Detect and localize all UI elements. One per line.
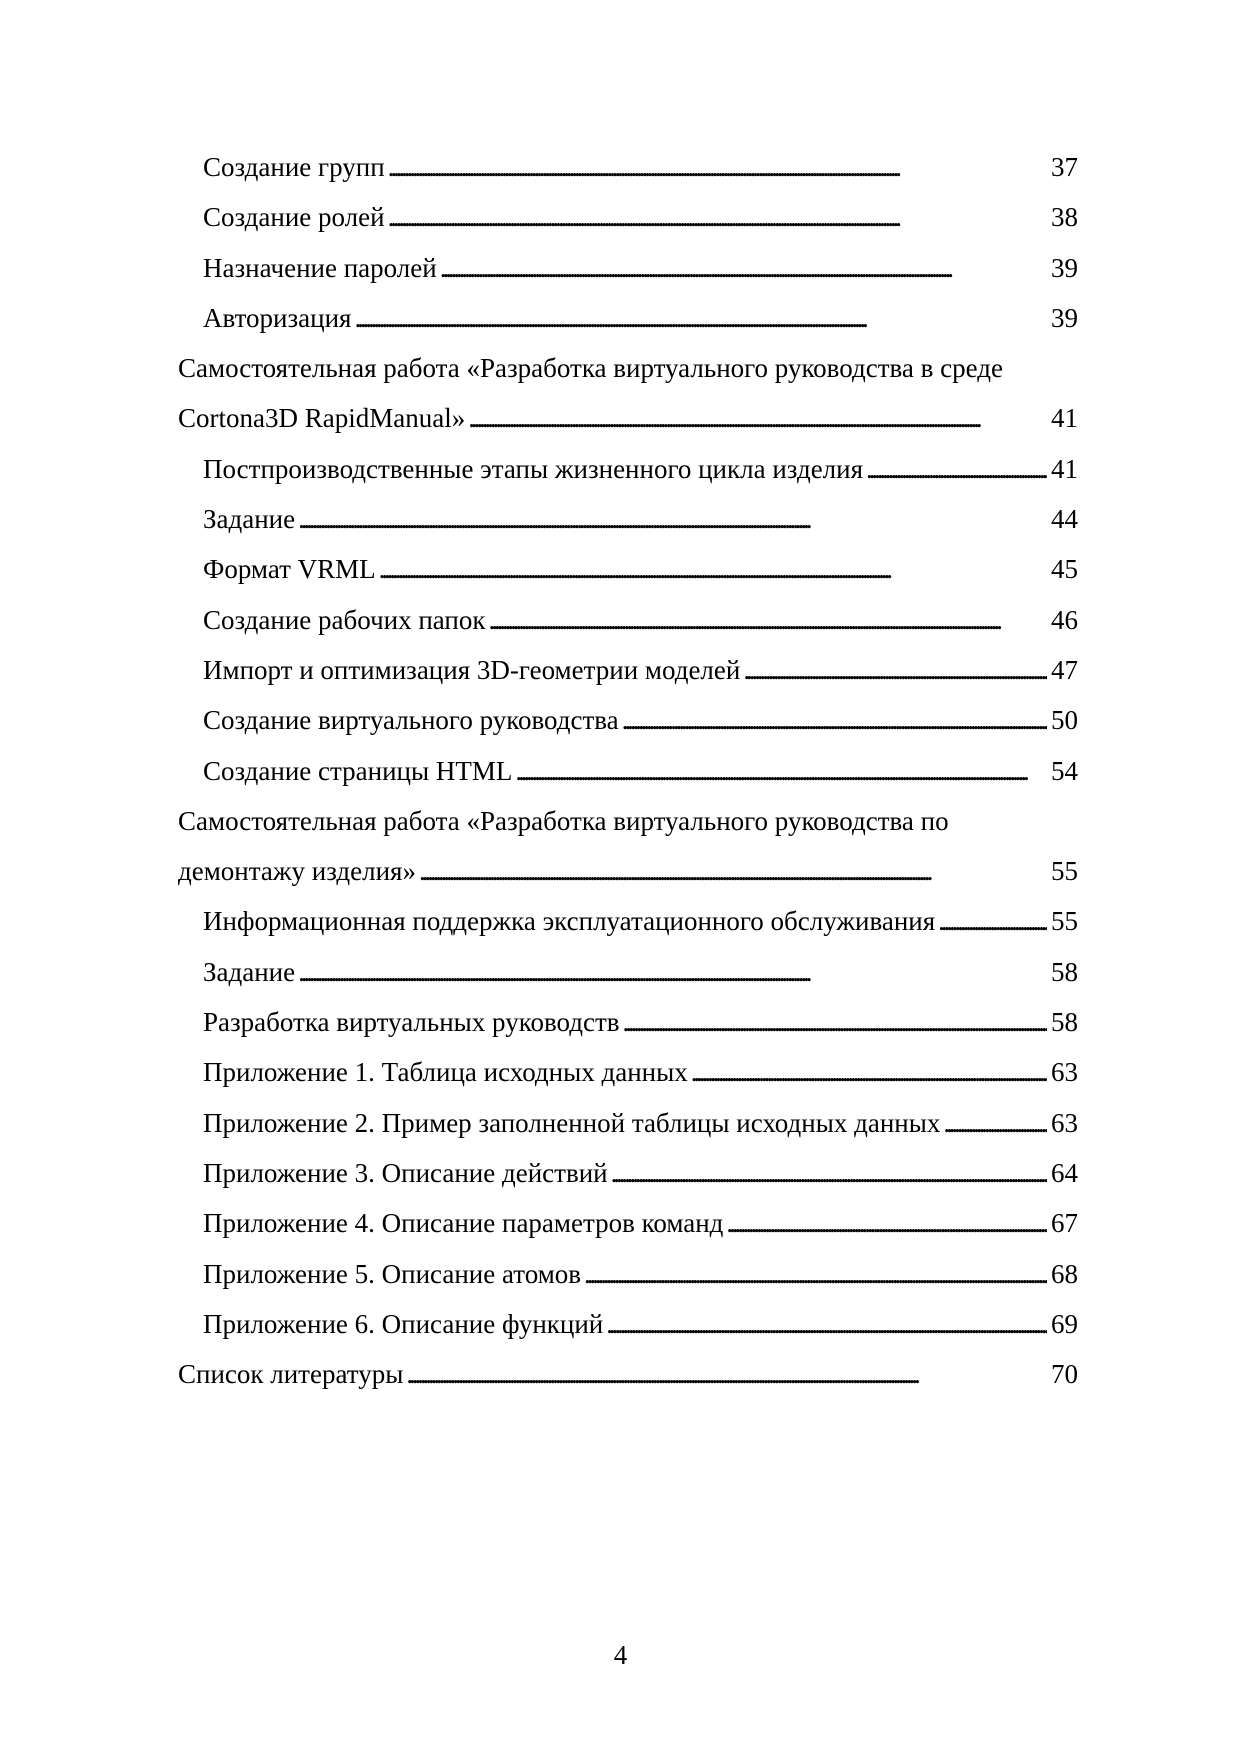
toc-entry-page: 63 [1051, 1107, 1078, 1138]
toc-entry-title: Разработка виртуальных руководств [203, 1007, 620, 1038]
toc-entry[interactable] [178, 746, 1078, 796]
dot-leader [388, 142, 1047, 192]
toc-entry-page: 70 [1051, 1359, 1078, 1390]
toc-entry-title-line-1: Самостоятельная работа «Разработка виртуального руководства по [178, 805, 949, 836]
toc-entry[interactable] [178, 444, 1078, 494]
dot-leader [743, 645, 1047, 695]
toc-entry[interactable] [178, 1098, 1078, 1148]
toc-entry[interactable] [178, 142, 1078, 192]
toc-entry-title: Создание ролей [203, 202, 385, 233]
toc-entry-title: Постпроизводственные этапы жизненного цикла изделия [203, 453, 864, 484]
toc-entry-page: 46 [1051, 604, 1078, 635]
toc-entry-page: 39 [1051, 252, 1078, 283]
toc-entry[interactable] [178, 544, 1078, 594]
dot-leader [622, 695, 1047, 745]
toc-entry-page: 39 [1051, 302, 1078, 333]
dot-leader [691, 1047, 1047, 1097]
toc-entry-title: Приложение 3. Описание действий [203, 1157, 608, 1188]
toc-entry[interactable] [178, 1047, 1078, 1097]
toc-entry[interactable] [178, 695, 1078, 745]
toc-entry[interactable] [178, 393, 1078, 443]
toc-entry-page: 55 [1051, 906, 1078, 937]
toc-entry[interactable] [178, 243, 1078, 293]
toc-entry-page: 50 [1051, 705, 1078, 736]
toc-entry[interactable] [178, 1198, 1078, 1248]
toc-entry-title: Задание [203, 504, 296, 535]
toc-entry[interactable] [178, 846, 1078, 896]
dot-leader [354, 293, 1047, 343]
toc-entry-title: Приложение 6. Описание функций [203, 1308, 604, 1339]
toc-entry[interactable] [178, 1148, 1078, 1198]
toc-entry-title: Приложение 4. Описание параметров команд [203, 1208, 724, 1239]
toc-entry-page: 68 [1051, 1258, 1078, 1289]
dot-leader [419, 846, 1047, 896]
dot-leader [606, 1299, 1047, 1349]
toc-entry-page: 41 [1051, 453, 1078, 484]
toc-entry-page: 58 [1051, 1007, 1078, 1038]
toc-entry[interactable] [178, 1249, 1078, 1299]
toc-entry[interactable] [178, 1349, 1078, 1399]
toc-entry-page: 37 [1051, 152, 1078, 182]
toc-entry-title: Авторизация [203, 302, 352, 333]
toc-entry-title: Приложение 1. Таблица исходных данных [203, 1057, 688, 1088]
dot-leader [379, 544, 1047, 594]
toc-entry-title: Информационная поддержка эксплуатационного обслуживания [203, 906, 936, 937]
dot-leader [611, 1148, 1047, 1198]
dot-leader [489, 595, 1048, 645]
toc-entry-title: Создание рабочих папок [203, 604, 486, 635]
dot-leader [298, 494, 1047, 544]
toc-entry[interactable] [178, 1299, 1078, 1349]
toc-entry-title: Создание виртуального руководства [203, 705, 619, 736]
toc-entry-page: 63 [1051, 1057, 1078, 1088]
toc-entry[interactable] [178, 997, 1078, 1047]
toc-entry-page: 67 [1051, 1208, 1078, 1239]
toc-entry-page: 54 [1051, 755, 1078, 786]
toc-entry-title: Создание групп [203, 152, 385, 182]
page-number: 4 [613, 1640, 628, 1670]
toc-entry-title: Импорт и оптимизация 3D-геометрии моделей [203, 654, 741, 685]
toc-entry[interactable] [178, 947, 1078, 997]
toc-entry-line-1[interactable] [178, 343, 1078, 393]
toc-entry-title: Назначение паролей [203, 252, 437, 283]
toc-entry-page: 38 [1051, 202, 1078, 233]
toc-entry-title: Приложение 5. Описание атомов [203, 1258, 582, 1289]
dot-leader [298, 947, 1047, 997]
toc-entry-title-line-1: Самостоятельная работа «Разработка виртуального руководства в среде [178, 353, 1003, 384]
dot-leader [406, 1349, 1047, 1399]
toc-entry[interactable] [178, 645, 1078, 695]
toc-entry-page: 55 [1051, 856, 1078, 887]
toc-entry-page: 44 [1051, 504, 1078, 535]
toc-entry-line-1[interactable] [178, 796, 1078, 846]
toc-entry[interactable] [178, 595, 1078, 645]
dot-leader [866, 444, 1047, 494]
toc-entry-title: Приложение 2. Пример заполненной таблицы исходных данных [203, 1107, 941, 1138]
dot-leader [726, 1198, 1047, 1248]
dot-leader [584, 1249, 1047, 1299]
dot-leader [515, 746, 1047, 796]
table-of-contents [178, 142, 1078, 1399]
dot-leader [623, 997, 1048, 1047]
dot-leader [388, 192, 1047, 242]
toc-entry-title: Список литературы [178, 1359, 404, 1390]
dot-leader [943, 1098, 1047, 1148]
toc-entry-title: Создание страницы HTML [203, 755, 513, 786]
toc-entry[interactable] [178, 896, 1078, 946]
toc-entry-title: демонтажу изделия» [178, 856, 416, 887]
toc-entry-title: Cortona3D RapidManual» [178, 403, 466, 434]
toc-entry-title: Формат VRML [203, 554, 376, 585]
dot-leader [440, 243, 1047, 293]
toc-entry[interactable] [178, 293, 1078, 343]
toc-entry-page: 45 [1051, 554, 1078, 585]
dot-leader [468, 393, 1047, 443]
toc-entry[interactable] [178, 494, 1078, 544]
toc-entry-page: 69 [1051, 1308, 1078, 1339]
toc-entry-page: 41 [1051, 403, 1078, 434]
toc-entry-page: 58 [1051, 956, 1078, 987]
dot-leader [938, 896, 1047, 946]
toc-entry-page: 47 [1051, 654, 1078, 685]
toc-entry[interactable] [178, 192, 1078, 242]
toc-entry-page: 64 [1051, 1157, 1078, 1188]
toc-entry-title: Задание [203, 956, 296, 987]
